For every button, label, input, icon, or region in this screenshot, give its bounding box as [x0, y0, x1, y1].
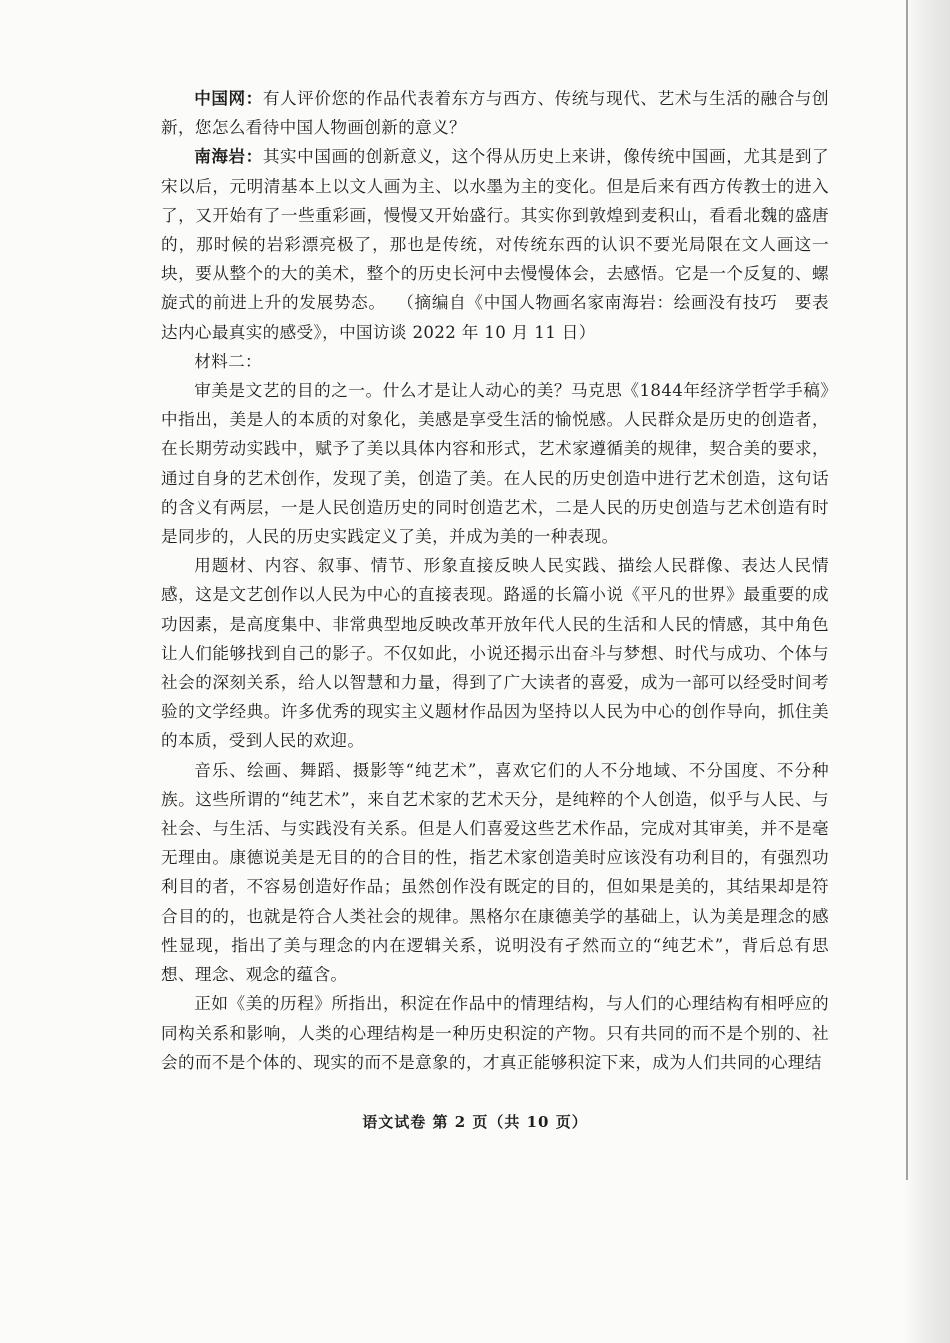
page-footer: 语文试卷 第 2 页（共 10 页）: [362, 1113, 588, 1131]
question-speaker: 中国网：: [194, 88, 263, 108]
paragraph: 用题材、内容、叙事、情节、形象直接反映人民实践、描绘人民群像、表达人民情感，这是文艺创作以人民为中心的直接表现。路遥的长篇小说《平凡的世界》最重要的成功因素，是高度集中、非常典型地反映改革开放年代人民的生活和人民的情感，其中角色让人们能够找到自己的影子。不仅如此，小说还揭示出奋斗与梦想、时代与成功、个体与社会的深刻关系，给人以智慧和力量，得到了广大读者的喜爱，成为一部可以经受时间考验的文学经典。许多优秀的现实主义题材作品因为坚持以人民为中心的创作导向，抓住美的本质，受到人民的欢迎。: [161, 556, 829, 751]
interview-answer: [161, 142, 829, 346]
page-body: [161, 84, 829, 1077]
answer-text: 其实中国画的创新意义，这个得从历史上来讲，像传统中国画，尤其是到了宋以后，元明清基本上以文人画为主、以水墨为主的变化。但是后来有西方传教士的进入了，又开始有了一些重彩画，慢慢又开始盛行。其实你到敦煌到麦积山，看看北魏的盛唐的，那时候的岩彩漂亮极了，那也是传统，对传统东西的认识不要光局限在文人画这一块，要从整个的大的美术，整个的历史长河中去慢慢体会，去感悟。它是一个反复的、螺旋式的前进上升的发展势态。: [161, 147, 829, 313]
answer-speaker: 南海岩：: [194, 146, 263, 167]
scan-edge-shadow: [904, 0, 950, 1343]
interview-question: [161, 84, 829, 142]
paragraph: 正如《美的历程》所指出，积淀在作品中的情理结构，与人们的心理结构有相呼应的同构关系和影响，人类的心理结构是一种历史积淀的产物。只有共同的而不是个别的、社会的而不是个体的、现实的而不是意象的，才真正能够积淀下来，成为人们共同的心理结: [161, 994, 829, 1072]
material2-heading: 材料二：: [194, 351, 262, 371]
paragraph: 审美是文艺的目的之一。什么才是让人动心的美？马克思《1844年经济学哲学手稿》中指出，美是人的本质的对象化，美感是享受生活的愉悦感。人民群众是历史的创造者，在长期劳动实践中，赋予了美以具体内容和形式，艺术家遵循美的规律，契合美的要求，通过自身的艺术创作，发现了美，创造了美。在人民的历史创造中进行艺术创造，这句话的含义有两层，一是人民创造历史的同时创造艺术，二是人民的历史创造与艺术创造有时是同步的，人民的历史实践定义了美，并成为美的一种表现。: [161, 381, 829, 547]
question-text: 有人评价您的作品代表着东方与西方、传统与现代、艺术与生活的融合与创新，您怎么看待中国人物画创新的意义？: [161, 89, 829, 138]
paragraph: 音乐、绘画、舞蹈、摄影等“纯艺术”，喜欢它们的人不分地域、不分国度、不分种族。这些所谓的“纯艺术”，来自艺术家的艺术天分，是纯粹的个人创造，似乎与人民、与社会、与生活、与实践没有关系。但是人们喜爱这些艺术作品，完成对其审美，并不是毫无理由。康德说美是无目的的合目的性，指艺术家创造美时应该没有功利目的，有强烈功利目的者，不容易创造好作品；虽然创作没有既定的目的，但如果是美的，其结果却是符合目的的，也就是符合人类社会的规律。黑格尔在康德美学的基础上，认为美是理念的感性显现，指出了美与理念的内在逻辑关系，说明没有孑然而立的“纯艺术”，背后总有思想、理念、观念的蕴含。: [161, 760, 829, 985]
scan-edge-line: [906, 0, 908, 1180]
citation: （摘编自《中国人物画名家南海岩：绘画没有技巧 要表达内心最真实的感受》，中国访谈 2022 年 10 月 11 日）: [161, 293, 829, 342]
